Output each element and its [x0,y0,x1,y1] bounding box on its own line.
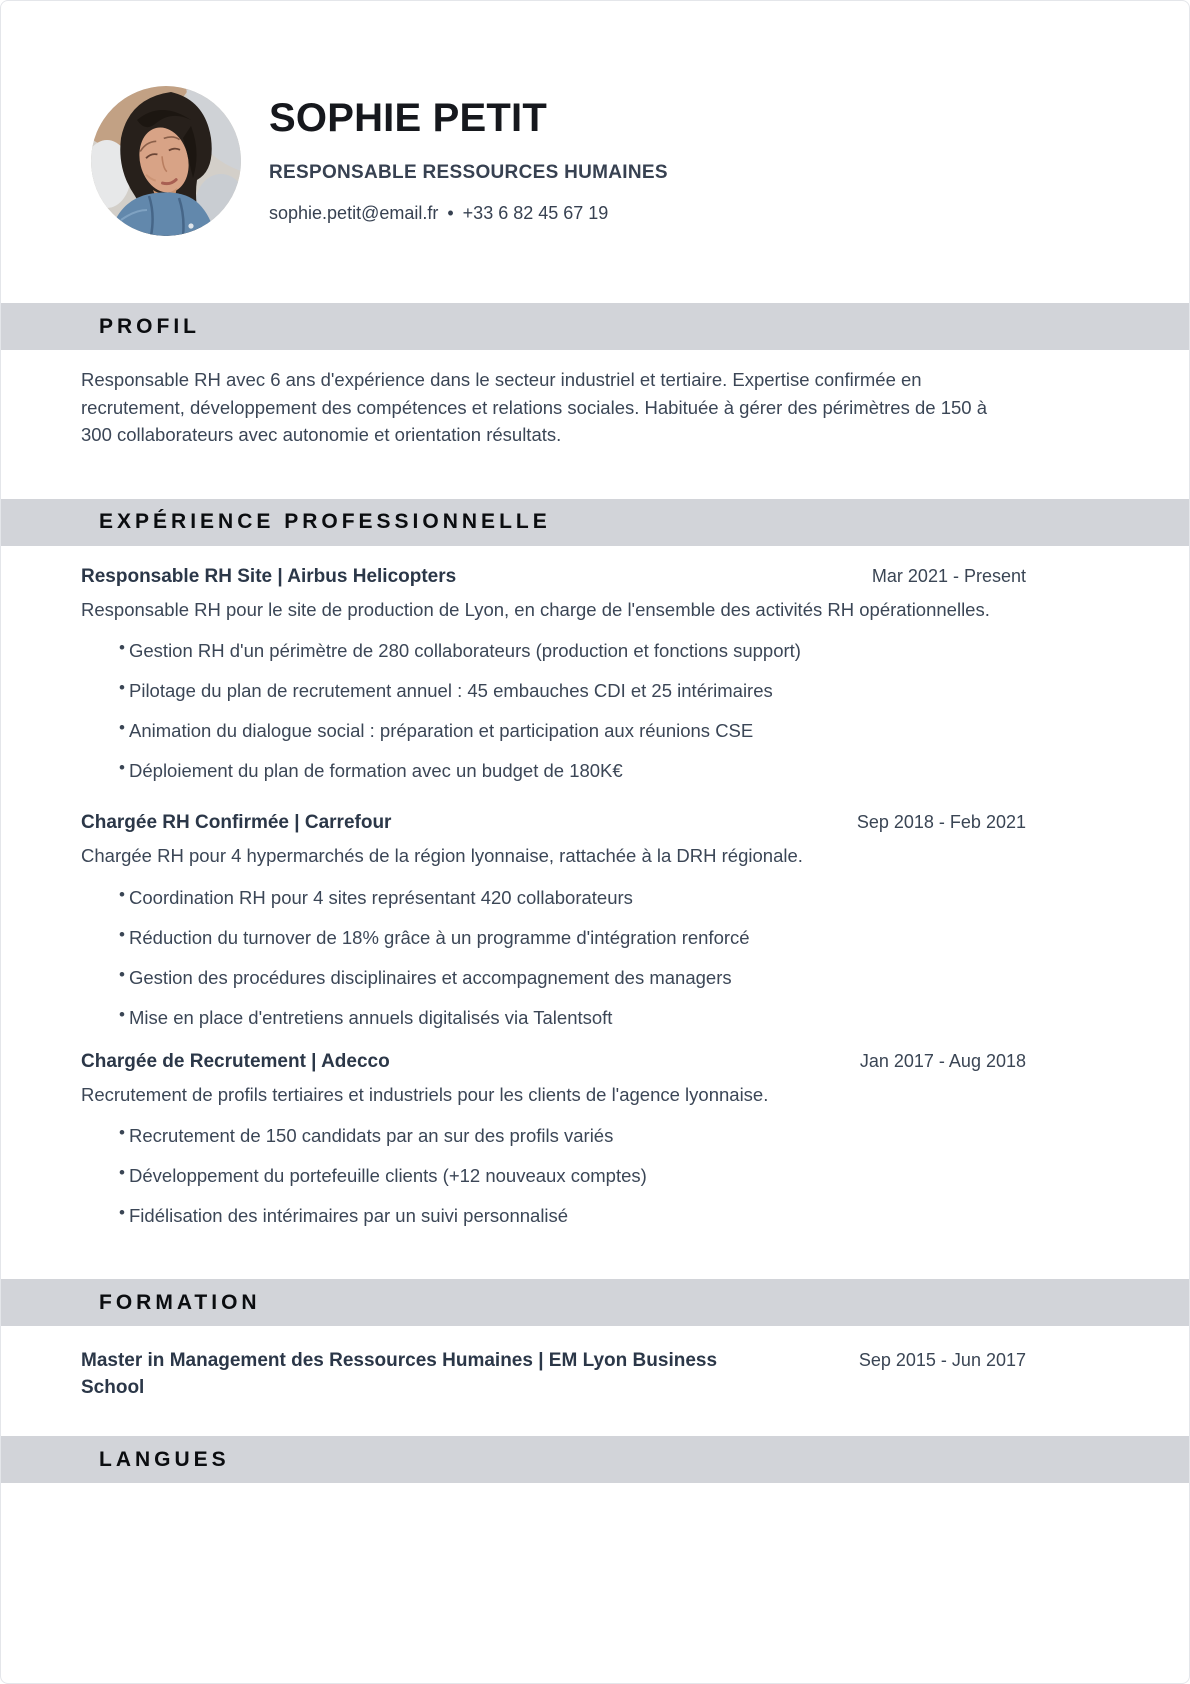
contact-line [269,203,668,224]
job-description: Recrutement de profils tertiaires et industriels pour les clients de l'agence lyonnaise. [81,1083,769,1105]
bullet-item: • Animation du dialogue social : préparation et participation aux réunions CSE [81,717,1026,744]
job-bullet-list [81,637,1026,784]
profile-photo [91,86,241,236]
candidate-job-title: RESPONSABLE RESSOURCES HUMAINES [269,162,668,183]
job-dates: Sep 2018 - Feb 2021 [856,812,1026,832]
experience-entry [81,1048,1026,1230]
job-title: Chargée RH Confirmée | Carrefour [81,812,392,833]
job-dates: Mar 2021 - Present [871,565,1026,586]
job-title: Chargée de Recrutement | Adecco [81,1050,390,1072]
bullet-item: • Fidélisation des intérimaires par un suivi personnalisé [81,1202,1026,1229]
section-header-langues [1,1436,1189,1483]
section-heading-label: FORMATION [99,1290,261,1314]
section-header-formation [1,1279,1189,1326]
degree-title: Master in Management des Ressources Humaines | EM Lyon Business School [81,1350,718,1398]
experience-entry [81,563,1026,785]
bullet-item: • Gestion des procédures disciplinaires et accompagnement des managers [81,964,1026,991]
section-heading-label: PROFIL [99,314,200,338]
bullet-item: • Recrutement de 150 candidats par an sur des profils variés [81,1122,1026,1149]
bullet-item: • Gestion RH d'un périmètre de 280 collaborateurs (production et fonctions support) [81,637,1026,664]
resume-header [91,86,1189,236]
degree-dates: Sep 2015 - Jun 2017 [858,1350,1026,1370]
job-title: Responsable RH Site | Airbus Helicopters [81,565,457,587]
email-text: sophie.petit@email.fr [269,203,439,223]
entry-header [81,563,1026,590]
header-text-block [269,86,668,236]
phone-text: +33 6 82 45 67 19 [462,203,609,223]
profile-photo-illustration [91,86,241,236]
entry-header [81,809,1026,836]
bullet-item: • Réduction du turnover de 18% grâce à un programme d'intégration renforcé [81,924,1026,951]
section-heading-label: LANGUES [99,1447,230,1471]
profil-summary-text: Responsable RH avec 6 ans d'expérience dans le secteur industriel et tertiaire. Expertise confirmée en recrutement, développement des compétences et relations sociales. Habituée à gérer des périmètres de 150 à 300 collaborateurs avec autonomie et orientation résultats. [81,369,987,445]
section-heading-label: EXPÉRIENCE PROFESSIONNELLE [99,510,551,533]
entry-header [81,1347,1026,1401]
job-bullet-list [81,1122,1026,1229]
formation-entry [1,1326,1189,1401]
contact-separator: • [447,203,454,223]
job-description: Chargée RH pour 4 hypermarchés de la région lyonnaise, rattachée à la DRH régionale. [81,845,803,866]
job-dates: Jan 2017 - Aug 2018 [859,1050,1026,1071]
candidate-name: SOPHIE PETIT [269,96,548,140]
job-description: Responsable RH pour le site de production de Lyon, en charge de l'ensemble des activités RH opérationnelles. [81,598,990,620]
bullet-item: • Développement du portefeuille clients (+12 nouveaux comptes) [81,1162,1026,1189]
section-header-profil [1,303,1189,350]
bullet-item: • Mise en place d'entretiens annuels digitalisés via Talentsoft [81,1004,1026,1031]
experience-entries [1,546,1189,1230]
job-bullet-list [81,884,1026,1031]
bullet-item: • Coordination RH pour 4 sites représentant 420 collaborateurs [81,884,1026,911]
bullet-item: • Pilotage du plan de recrutement annuel : 45 embauches CDI et 25 intérimaires [81,677,1026,704]
bullet-item: • Déploiement du plan de formation avec un budget de 180K€ [81,757,1026,784]
experience-entry [81,809,1026,1031]
section-header-experience [1,499,1189,546]
entry-header [81,1048,1026,1075]
